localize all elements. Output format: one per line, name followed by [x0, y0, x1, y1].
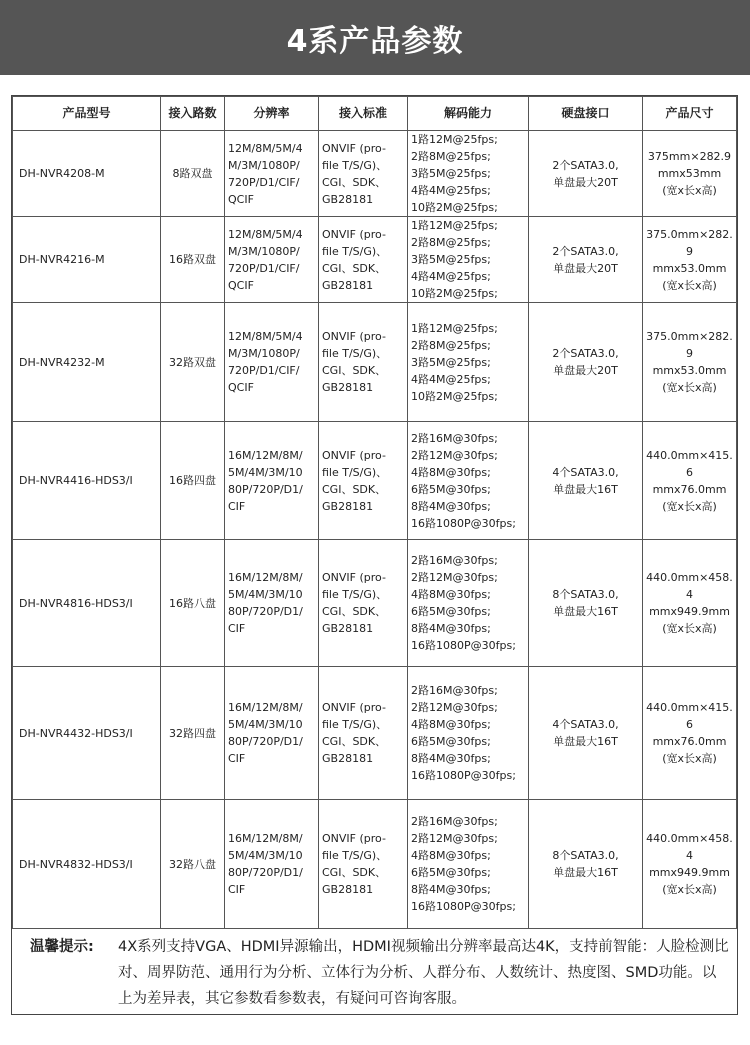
cell-standard-line: ONVIF (pro- — [322, 571, 386, 584]
cell-resolution-line: 720P/D1/CIF/ — [228, 175, 300, 189]
header-disk: 硬盘接口 — [529, 97, 643, 131]
cell-resolution-line: 720P/D1/CIF/ — [228, 364, 300, 377]
header-size: 产品尺寸 — [643, 97, 737, 131]
cell-disk — [529, 217, 643, 303]
cell-resolution-line: QCIF — [228, 192, 254, 206]
cell-size-line: 440.0mm×458.4 — [646, 571, 733, 601]
cell-resolution — [225, 303, 319, 422]
cell-resolution-line: M/3M/1080P/ — [228, 158, 300, 172]
cell-decode — [408, 422, 529, 540]
cell-model: DH-NVR4216-M — [13, 217, 161, 303]
cell-size-line: mmx53mm — [657, 167, 722, 180]
cell-standard — [319, 422, 408, 540]
cell-size — [643, 422, 737, 540]
cell-resolution-line: 80P/720P/D1/ — [228, 605, 303, 618]
cell-disk — [529, 800, 643, 929]
cell-resolution-line: M/3M/1080P/ — [228, 347, 300, 360]
cell-channels: 16路四盘 — [161, 422, 225, 540]
cell-decode-line: 6路5M@30fps; — [411, 866, 491, 879]
title-banner — [0, 0, 750, 75]
cell-decode-line: 10路2M@25fps; — [411, 201, 498, 214]
cell-decode-line: 10路2M@25fps; — [411, 389, 498, 403]
cell-decode-line: 4路8M@30fps; — [411, 718, 491, 731]
table-row — [13, 303, 737, 422]
cell-disk-line: 8个SATA3.0, — [552, 588, 619, 601]
cell-resolution-line: 720P/D1/CIF/ — [228, 261, 300, 275]
cell-resolution-line: 5M/4M/3M/10 — [228, 588, 303, 601]
cell-decode-line: 8路4M@30fps; — [411, 622, 491, 635]
cell-size-line: (宽x长x高) — [662, 883, 717, 896]
cell-disk-line: 2个SATA3.0, — [552, 244, 619, 258]
cell-resolution-line: CIF — [228, 499, 246, 513]
cell-standard-line: GB28181 — [322, 883, 374, 896]
cell-channels: 16路八盘 — [161, 540, 225, 667]
spec-table — [12, 96, 737, 929]
table-row — [13, 540, 737, 667]
cell-decode-line: 16路1080P@30fps; — [411, 769, 516, 782]
cell-channels: 32路双盘 — [161, 303, 225, 422]
cell-decode-line: 8路4M@30fps; — [411, 883, 491, 896]
cell-standard — [319, 667, 408, 800]
cell-standard-line: GB28181 — [322, 381, 374, 394]
cell-standard-line: GB28181 — [322, 499, 374, 513]
cell-decode-line: 6路5M@30fps; — [411, 605, 491, 618]
cell-decode-line: 1路12M@25fps; — [411, 133, 498, 146]
cell-disk — [529, 131, 643, 217]
cell-standard-line: file T/S/G)、 — [322, 244, 388, 258]
cell-decode-line: 3路5M@25fps; — [411, 167, 491, 180]
cell-decode-line: 4路8M@30fps; — [411, 588, 491, 601]
cell-standard — [319, 800, 408, 929]
table-row — [13, 422, 737, 540]
cell-resolution-line: 12M/8M/5M/4 — [228, 330, 303, 343]
cell-decode-line: 6路5M@30fps; — [411, 735, 491, 748]
cell-decode-line: 2路8M@25fps; — [411, 236, 491, 249]
cell-model: DH-NVR4416-HDS3/I — [13, 422, 161, 540]
cell-disk — [529, 422, 643, 540]
page-title: 4系产品参数 — [286, 23, 464, 59]
cell-decode-line: 4路4M@25fps; — [411, 372, 491, 386]
cell-size-line: mmx76.0mm — [652, 735, 727, 748]
cell-standard-line: ONVIF (pro- — [322, 227, 386, 241]
cell-size — [643, 131, 737, 217]
cell-standard — [319, 131, 408, 217]
cell-resolution — [225, 422, 319, 540]
cell-resolution-line: QCIF — [228, 278, 254, 292]
cell-disk-line: 单盘最大16T — [553, 482, 618, 496]
cell-decode-line: 6路5M@30fps; — [411, 482, 491, 496]
cell-channels: 32路四盘 — [161, 667, 225, 800]
cell-decode-line: 10路2M@25fps; — [411, 287, 498, 300]
tip-label: 温馨提示: — [30, 939, 94, 955]
cell-decode — [408, 303, 529, 422]
cell-size-line: 375.0mm×282.9 — [646, 330, 733, 360]
spec-sheet — [11, 95, 738, 1015]
cell-decode — [408, 131, 529, 217]
table-header-row — [13, 97, 737, 131]
cell-resolution-line: 80P/720P/D1/ — [228, 482, 303, 496]
cell-standard-line: GB28181 — [322, 278, 374, 292]
cell-resolution-line: CIF — [228, 883, 246, 896]
cell-size — [643, 303, 737, 422]
tip-text: 4X系列支持VGA、HDMI异源输出，HDMI视频输出分辨率最高达4K，支持前智能：人脸检测比对、周界防范、通用行为分析、立体行为分析、人群分布、人数统计、热度图、SMD功能。以上为差异表，其它参数看参数表，有疑问可咨询客服。 — [118, 939, 729, 1007]
cell-decode-line: 8路4M@30fps; — [411, 499, 491, 513]
cell-decode-line: 2路12M@30fps; — [411, 832, 498, 845]
cell-standard-line: CGI、SDK、 — [322, 364, 387, 377]
cell-decode — [408, 667, 529, 800]
cell-resolution-line: 16M/12M/8M/ — [228, 448, 303, 462]
cell-decode-line: 2路16M@30fps; — [411, 684, 498, 697]
cell-resolution-line: 12M/8M/5M/4 — [228, 227, 303, 241]
cell-decode-line: 4路4M@25fps; — [411, 184, 491, 197]
cell-standard-line: CGI、SDK、 — [322, 866, 387, 879]
cell-size-line: 440.0mm×415.6 — [646, 701, 733, 731]
cell-decode-line: 2路12M@30fps; — [411, 448, 498, 462]
header-decode: 解码能力 — [408, 97, 529, 131]
cell-resolution-line: 12M/8M/5M/4 — [228, 141, 303, 155]
cell-model: DH-NVR4816-HDS3/I — [13, 540, 161, 667]
cell-decode-line: 2路16M@30fps; — [411, 815, 498, 828]
cell-resolution-line: 80P/720P/D1/ — [228, 866, 303, 879]
cell-standard-line: ONVIF (pro- — [322, 330, 386, 343]
cell-decode-line: 16路1080P@30fps; — [411, 900, 516, 913]
header-resolution: 分辨率 — [225, 97, 319, 131]
cell-disk-line: 单盘最大16T — [553, 866, 618, 879]
cell-resolution-line: CIF — [228, 622, 246, 635]
cell-decode-line: 16路1080P@30fps; — [411, 639, 516, 652]
cell-standard-line: GB28181 — [322, 192, 374, 206]
cell-standard-line: CGI、SDK、 — [322, 482, 387, 496]
cell-standard-line: file T/S/G)、 — [322, 347, 388, 360]
table-row — [13, 131, 737, 217]
cell-resolution — [225, 131, 319, 217]
cell-size-line: (宽x长x高) — [662, 752, 717, 765]
cell-resolution — [225, 540, 319, 667]
cell-decode-line: 1路12M@25fps; — [411, 321, 498, 335]
cell-standard-line: file T/S/G)、 — [322, 718, 388, 731]
cell-channels: 32路八盘 — [161, 800, 225, 929]
cell-decode-line: 2路16M@30fps; — [411, 431, 498, 445]
cell-disk-line: 4个SATA3.0, — [552, 718, 619, 731]
table-row — [13, 667, 737, 800]
cell-standard-line: GB28181 — [322, 752, 374, 765]
cell-resolution — [225, 667, 319, 800]
cell-decode — [408, 540, 529, 667]
cell-decode-line: 3路5M@25fps; — [411, 355, 491, 369]
cell-decode — [408, 217, 529, 303]
cell-size-line: (宽x长x高) — [662, 381, 717, 394]
cell-disk-line: 2个SATA3.0, — [552, 347, 619, 360]
cell-resolution-line: 16M/12M/8M/ — [228, 571, 303, 584]
cell-size-line: (宽x长x高) — [662, 622, 717, 635]
cell-disk-line: 4个SATA3.0, — [552, 465, 619, 479]
header-model: 产品型号 — [13, 97, 161, 131]
cell-standard-line: CGI、SDK、 — [322, 735, 387, 748]
cell-resolution-line: 80P/720P/D1/ — [228, 735, 303, 748]
cell-size-line: (宽x长x高) — [662, 499, 717, 513]
cell-standard-line: file T/S/G)、 — [322, 588, 388, 601]
cell-decode-line: 1路12M@25fps; — [411, 219, 498, 232]
cell-disk-line: 单盘最大16T — [553, 605, 618, 618]
cell-decode-line: 2路16M@30fps; — [411, 554, 498, 567]
cell-standard-line: ONVIF (pro- — [322, 701, 386, 714]
cell-standard-line: ONVIF (pro- — [322, 448, 386, 462]
cell-standard-line: file T/S/G)、 — [322, 158, 388, 172]
cell-decode-line: 4路8M@30fps; — [411, 465, 491, 479]
cell-standard-line: GB28181 — [322, 622, 374, 635]
cell-model: DH-NVR4432-HDS3/I — [13, 667, 161, 800]
cell-standard — [319, 217, 408, 303]
cell-disk-line: 单盘最大20T — [553, 261, 618, 275]
cell-standard-line: CGI、SDK、 — [322, 261, 387, 275]
cell-size — [643, 800, 737, 929]
cell-standard-line: ONVIF (pro- — [322, 832, 386, 845]
cell-standard-line: CGI、SDK、 — [322, 175, 387, 189]
header-standard: 接入标准 — [319, 97, 408, 131]
cell-size — [643, 540, 737, 667]
cell-disk — [529, 667, 643, 800]
cell-resolution-line: CIF — [228, 752, 246, 765]
cell-size-line: (宽x长x高) — [662, 278, 717, 292]
cell-disk-line: 单盘最大16T — [553, 735, 618, 748]
cell-disk-line: 8个SATA3.0, — [552, 849, 619, 862]
cell-model: DH-NVR4232-M — [13, 303, 161, 422]
cell-size — [643, 667, 737, 800]
cell-decode-line: 2路8M@25fps; — [411, 150, 491, 163]
cell-model: DH-NVR4832-HDS3/I — [13, 800, 161, 929]
cell-size-line: 440.0mm×458.4 — [646, 832, 733, 862]
cell-size-line: mmx76.0mm — [652, 482, 727, 496]
cell-channels: 16路双盘 — [161, 217, 225, 303]
cell-resolution — [225, 217, 319, 303]
cell-standard-line: file T/S/G)、 — [322, 849, 388, 862]
cell-standard-line: ONVIF (pro- — [322, 141, 386, 155]
cell-disk-line: 2个SATA3.0, — [552, 158, 619, 172]
cell-standard-line: file T/S/G)、 — [322, 465, 388, 479]
cell-standard — [319, 303, 408, 422]
cell-decode-line: 2路12M@30fps; — [411, 571, 498, 584]
cell-size-line: 375.0mm×282.9 — [646, 227, 733, 258]
cell-resolution-line: 5M/4M/3M/10 — [228, 718, 303, 731]
cell-size — [643, 217, 737, 303]
cell-size-line: 440.0mm×415.6 — [646, 448, 733, 479]
cell-decode-line: 3路5M@25fps; — [411, 253, 491, 266]
cell-size-line: (宽x长x高) — [662, 184, 717, 197]
cell-resolution-line: QCIF — [228, 381, 254, 394]
cell-model: DH-NVR4208-M — [13, 131, 161, 217]
cell-decode-line: 8路4M@30fps; — [411, 752, 491, 765]
cell-resolution-line: 5M/4M/3M/10 — [228, 465, 303, 479]
cell-resolution — [225, 800, 319, 929]
cell-size-line: mmx949.9mm — [649, 605, 730, 618]
cell-decode-line: 2路12M@30fps; — [411, 701, 498, 714]
cell-disk — [529, 303, 643, 422]
cell-size-line: mmx53.0mm — [652, 261, 727, 275]
cell-resolution-line: 16M/12M/8M/ — [228, 832, 303, 845]
cell-standard-line: CGI、SDK、 — [322, 605, 387, 618]
cell-decode — [408, 800, 529, 929]
cell-disk-line: 单盘最大20T — [553, 364, 618, 377]
cell-decode-line: 4路8M@30fps; — [411, 849, 491, 862]
cell-disk — [529, 540, 643, 667]
cell-decode-line: 4路4M@25fps; — [411, 270, 491, 283]
cell-standard — [319, 540, 408, 667]
table-row — [13, 800, 737, 929]
table-row — [13, 217, 737, 303]
cell-disk-line: 单盘最大20T — [553, 175, 618, 189]
cell-resolution-line: 5M/4M/3M/10 — [228, 849, 303, 862]
cell-decode-line: 16路1080P@30fps; — [411, 516, 516, 530]
cell-size-line: 375mm×282.9 — [647, 150, 732, 163]
cell-size-line: mmx949.9mm — [649, 866, 730, 879]
header-channels: 接入路数 — [161, 97, 225, 131]
cell-size-line: mmx53.0mm — [652, 364, 727, 377]
cell-resolution-line: 16M/12M/8M/ — [228, 701, 303, 714]
cell-decode-line: 2路8M@25fps; — [411, 338, 491, 352]
cell-channels: 8路双盘 — [161, 131, 225, 217]
cell-resolution-line: M/3M/1080P/ — [228, 244, 300, 258]
